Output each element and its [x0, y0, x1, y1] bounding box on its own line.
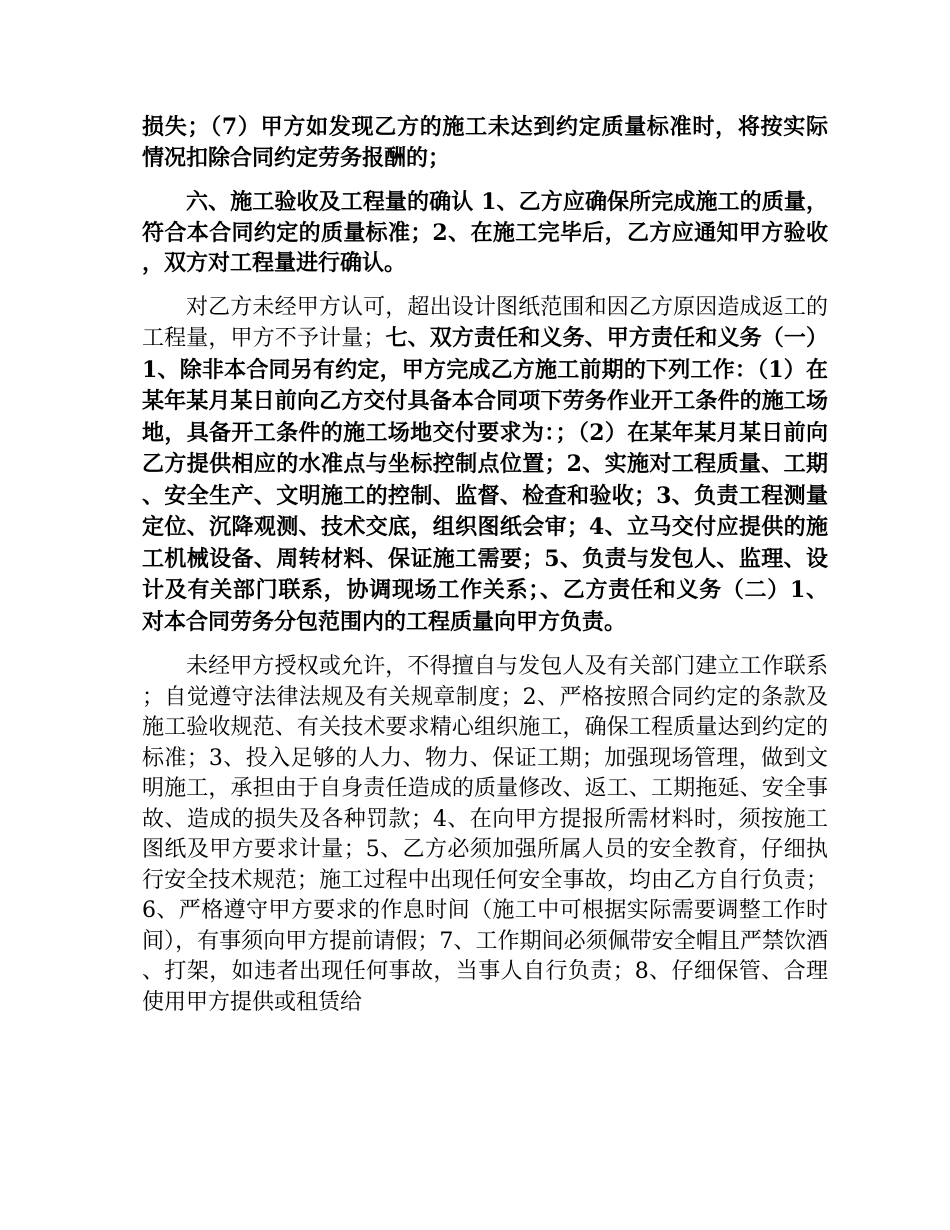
- document-page: [142, 112, 828, 1018]
- paragraph-loss-clause: 损失；（7）甲方如发现乙方的施工未达到约定质量标准时，将按实际情况扣除合同约定劳务报酬的；: [142, 114, 828, 171]
- paragraph-responsibilities-lead: 对乙方未经甲方认可，超出设计图纸范围和因乙方原因造成返工的工程量，甲方不予计量；: [142, 294, 828, 351]
- paragraph-responsibilities-bold: 七、双方责任和义务、甲方责任和义务（一）1、除非本合同另有约定，甲方完成乙方施工前期的下列工作：（1）在某年某月某日前向乙方交付具备本合同项下劳务作业开工条件的施工场地，具备开工条件的施工场地交付要求为：；（2）在某年某月某日前向乙方提供相应的水准点与坐标控制点位置；2、实施对工程质量、工期、安全生产、文明施工的控制、监督、检查和验收；3、负责工程测量定位、沉降观测、技术交底，组织图纸会审；4、立马交付应提供的施工机械设备、周转材料、保证施工需要；5、负责与发包人、监理、设计及有关部门联系，协调现场工作关系；、乙方责任和义务（二）1、对本合同劳务分包范围内的工程质量向甲方负责。: [142, 325, 828, 635]
- paragraph-party-b-duties: 未经甲方授权或允许，不得擅自与发包人及有关部门建立工作联系；自觉遵守法律法规及有关规章制度；2、严格按照合同约定的条款及施工验收规范、有关技术要求精心组织施工，确保工程质量达到约定的标准；3、投入足够的人力、物力、保证工期；加强现场管理，做到文明施工，承担由于自身责任造成的质量修改、返工、工期拖延、安全事故、造成的损失及各种罚款；4、在向甲方提报所需材料时，须按施工图纸及甲方要求计量；5、乙方必须加强所属人员的安全教育，仔细执行安全技术规范；施工过程中出现任何安全事故，均由乙方自行负责；6、严格遵守甲方要求的作息时间（施工中可根据实际需要调整工作时间），有事须向甲方提前请假；7、工作期间必须佩带安全帽且严禁饮酒、打架，如违者出现任何事故，当事人自行负责；8、仔细保管、合理使用甲方提供或租赁给: [142, 654, 828, 1015]
- paragraph-acceptance-section: 六、施工验收及工程量的确认 1、乙方应确保所完成施工的质量，符合本合同约定的质量标准；2、在施工完毕后，乙方应通知甲方验收，双方对工程量进行确认。: [142, 189, 828, 276]
- paragraph-responsibilities: [142, 293, 828, 639]
